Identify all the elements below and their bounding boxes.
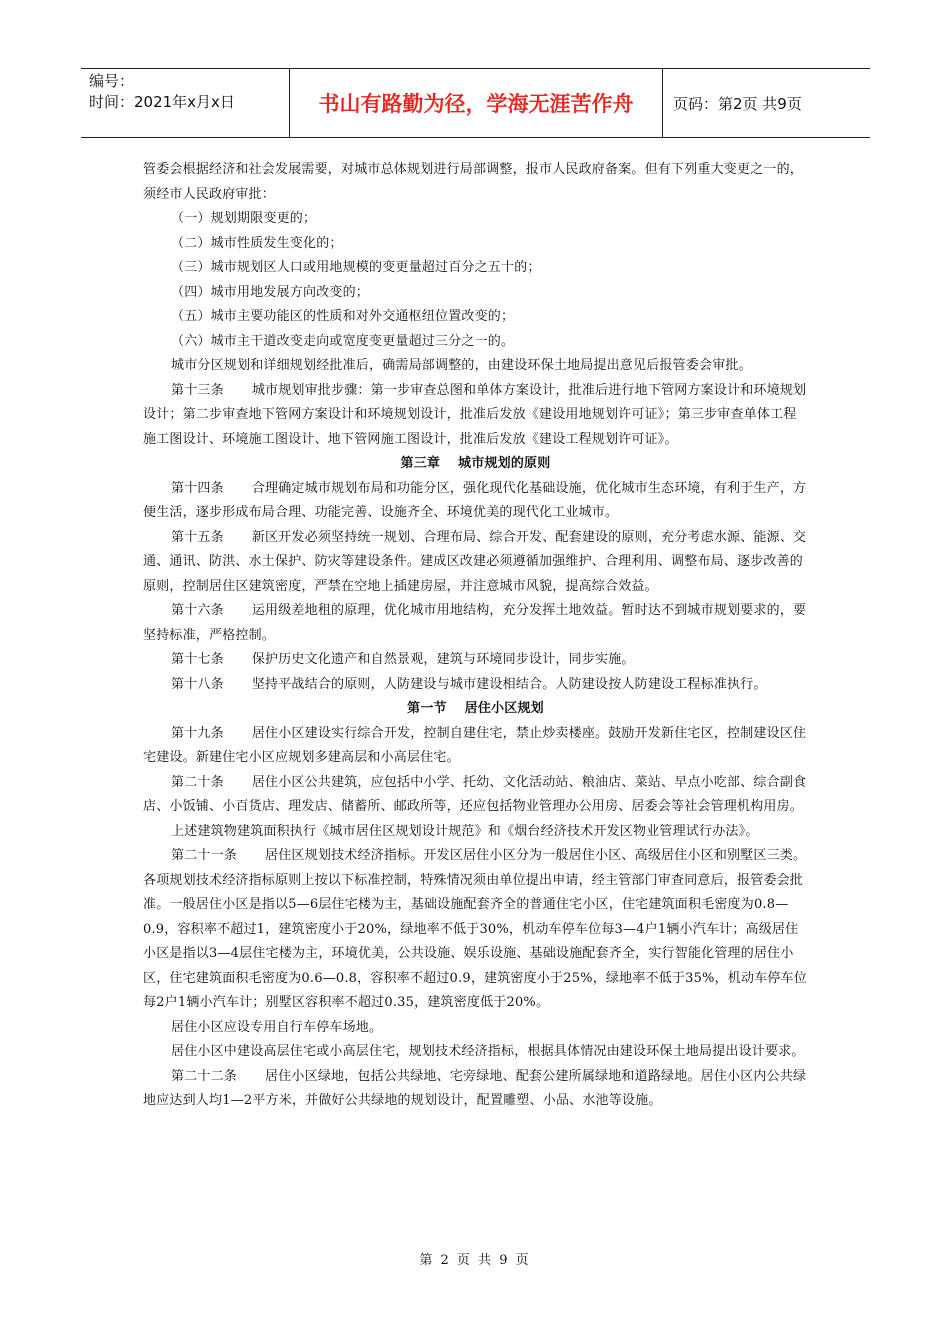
body-paragraph: （五）城市主要功能区的性质和对外交通枢纽位置改变的； <box>171 309 515 324</box>
body-paragraph: 城市分区规划和详细规划经批准后，确需局部调整的，由建设环保土地局提出意见后报管委会审批。 <box>171 358 752 373</box>
body-paragraph: （六）城市主干道改变走向或宽度变更量超过三分之一的。 <box>171 333 515 349</box>
body-paragraph: 上述建筑物建筑面积执行《城市居住区规划设计规范》和《烟台经济技术开发区物业管理试行办法》。 <box>171 823 759 839</box>
article-paragraph <box>143 379 808 453</box>
article-label: 第十五条 <box>171 529 224 545</box>
article-text: 合理确定城市规划布局和功能分区，强化现代化基础设施，优化城市生态环境，有利于生产，方便生活，逐步形成布局合理、功能完善、设施齐全、环境优美的现代化工业城市。 <box>143 480 807 520</box>
article-text: 城市规划审批步骤：第一步审查总图和单体方案设计，批准后进行地下管网方案设计和环境规划设计；第二步审查地下管网方案设计和环境规划设计，批准后发放《建设用地规划许可证》；第三步审查单体工程施工图设计、环境施工图设计、地下管网施工图设计，批准后发放《建设工程规划许可证》。 <box>143 382 807 447</box>
header-page-info: 页码：第2页 共9页 <box>673 94 802 113</box>
page-footer: 第 2 页 共 9 页 <box>419 1253 531 1268</box>
header-meta <box>81 69 290 137</box>
article-label: 第二十条 <box>171 774 224 790</box>
section-heading: 第三章 城市规划的原则 <box>400 456 551 471</box>
article-paragraph <box>143 526 808 600</box>
article-label: 第十四条 <box>171 480 224 496</box>
article-paragraph <box>143 1065 808 1114</box>
article-paragraph <box>143 673 808 698</box>
article-text: 居住小区绿地，包括公共绿地、宅旁绿地、配套公建所属绿地和道路绿地。居住小区内公共绿地应达到人均1—2平方米，并做好公共绿地的规划设计，配置雕塑、小品、水池等设施。 <box>143 1068 807 1108</box>
section-heading: 第一节 居住小区规划 <box>407 701 544 716</box>
document-body <box>143 158 808 1114</box>
article-text: 坚持平战结合的原则，人防建设与城市建设相结合。人防建设按人防建设工程标准执行。 <box>251 676 767 692</box>
article-label: 第二十一条 <box>171 848 238 863</box>
article-paragraph <box>143 599 808 648</box>
article-text: 居住小区建设实行综合开发，控制自建住宅，禁止炒卖楼座。鼓励开发新住宅区，控制建设区住宅建设。新建住宅小区应规划多建高层和小高层住宅。 <box>143 725 807 765</box>
article-paragraph <box>143 648 808 673</box>
document-time-label: 时间：2021年x月x日 <box>89 93 235 111</box>
body-paragraph: （一）规划期限变更的； <box>171 211 317 226</box>
header-motto: 书山有路勤为径，学海无涯苦作舟 <box>290 69 663 137</box>
article-text: 保护历史文化遗产和自然景观，建筑与环境同步设计，同步实施。 <box>251 652 635 667</box>
article-text: 居住小区公共建筑，应包括中小学、托幼、文化活动站、粮油店、菜站、早点小吃部、综合副食店、小饭铺、小百货店、理发店、储蓄所、邮政所等，还应包括物业管理办公用房、居委会等社会管理机构用房。 <box>143 774 807 814</box>
article-paragraph <box>143 844 808 1016</box>
article-paragraph <box>143 477 808 526</box>
article-label: 第十三条 <box>171 382 224 398</box>
article-label: 第十九条 <box>171 725 224 741</box>
body-paragraph: （四）城市用地发展方向改变的； <box>171 284 370 300</box>
body-paragraph: 管委会根据经济和社会发展需要，对城市总体规划进行局部调整，报市人民政府备案。但有下列重大变更之一的，须经市人民政府审批： <box>143 162 804 202</box>
body-paragraph: （二）城市性质发生变化的； <box>171 235 343 251</box>
article-text: 运用级差地租的原理，优化城市用地结构，充分发挥土地效益。暂时达不到城市规划要求的，要坚持标准，严格控制。 <box>143 603 807 643</box>
document-number-label: 编号： <box>89 72 135 90</box>
page-header <box>81 68 870 138</box>
article-text: 居住区规划技术经济指标。开发区居住小区分为一般居住小区、高级居住小区和别墅区三类。各项规划技术经济指标原则上按以下标准控制，特殊情况须由单位提出申请，经主管部门审查同意后，报管委会批准。一般居住小区是指以5—6层住宅楼为主，基础设施配套齐全的普通住宅小区，住宅建筑面积毛密度为0.8—0.9，容积率不超过1，建筑密度小于20%，绿地率不低于30%，机动车停车位每3—4户1辆小汽车计；高级居住小区是指以3—4层住宅楼为主，环境优美，公共设施、娱乐设施、基础设施配套齐全，实行智能化管理的居住小区，住宅建筑面积毛密度为0.6—0.8，容积率不超过0.9，建筑密度小于25%，绿地率不低于35%，机动车停车位每2户1辆小汽车计；别墅区容积率不超过0.35，建筑密度低于20%。 <box>143 848 808 1010</box>
article-label: 第二十二条 <box>171 1068 238 1084</box>
article-label: 第十七条 <box>171 652 224 667</box>
article-paragraph <box>143 722 808 771</box>
body-paragraph: （三）城市规划区人口或用地规模的变更量超过百分之五十的； <box>171 260 541 275</box>
article-label: 第十六条 <box>171 603 224 618</box>
body-paragraph: 居住小区中建设高层住宅或小高层住宅，规划技术经济指标，根据具体情况由建设环保土地局提出设计要求。 <box>171 1044 805 1059</box>
article-label: 第十八条 <box>171 676 224 692</box>
body-paragraph: 居住小区应设专用自行车停车场地。 <box>171 1019 383 1035</box>
article-text: 新区开发必须坚持统一规划、合理布局、综合开发、配套建设的原则，充分考虑水源、能源、交通、通讯、防洪、水土保护、防灾等建设条件。建成区改建必须遵循加强维护、合理利用、调整布局、逐步改善的原则，控制居住区建筑密度，严禁在空地上插建房屋，并注意城市风貌，提高综合效益。 <box>143 529 807 594</box>
article-paragraph <box>143 771 808 820</box>
